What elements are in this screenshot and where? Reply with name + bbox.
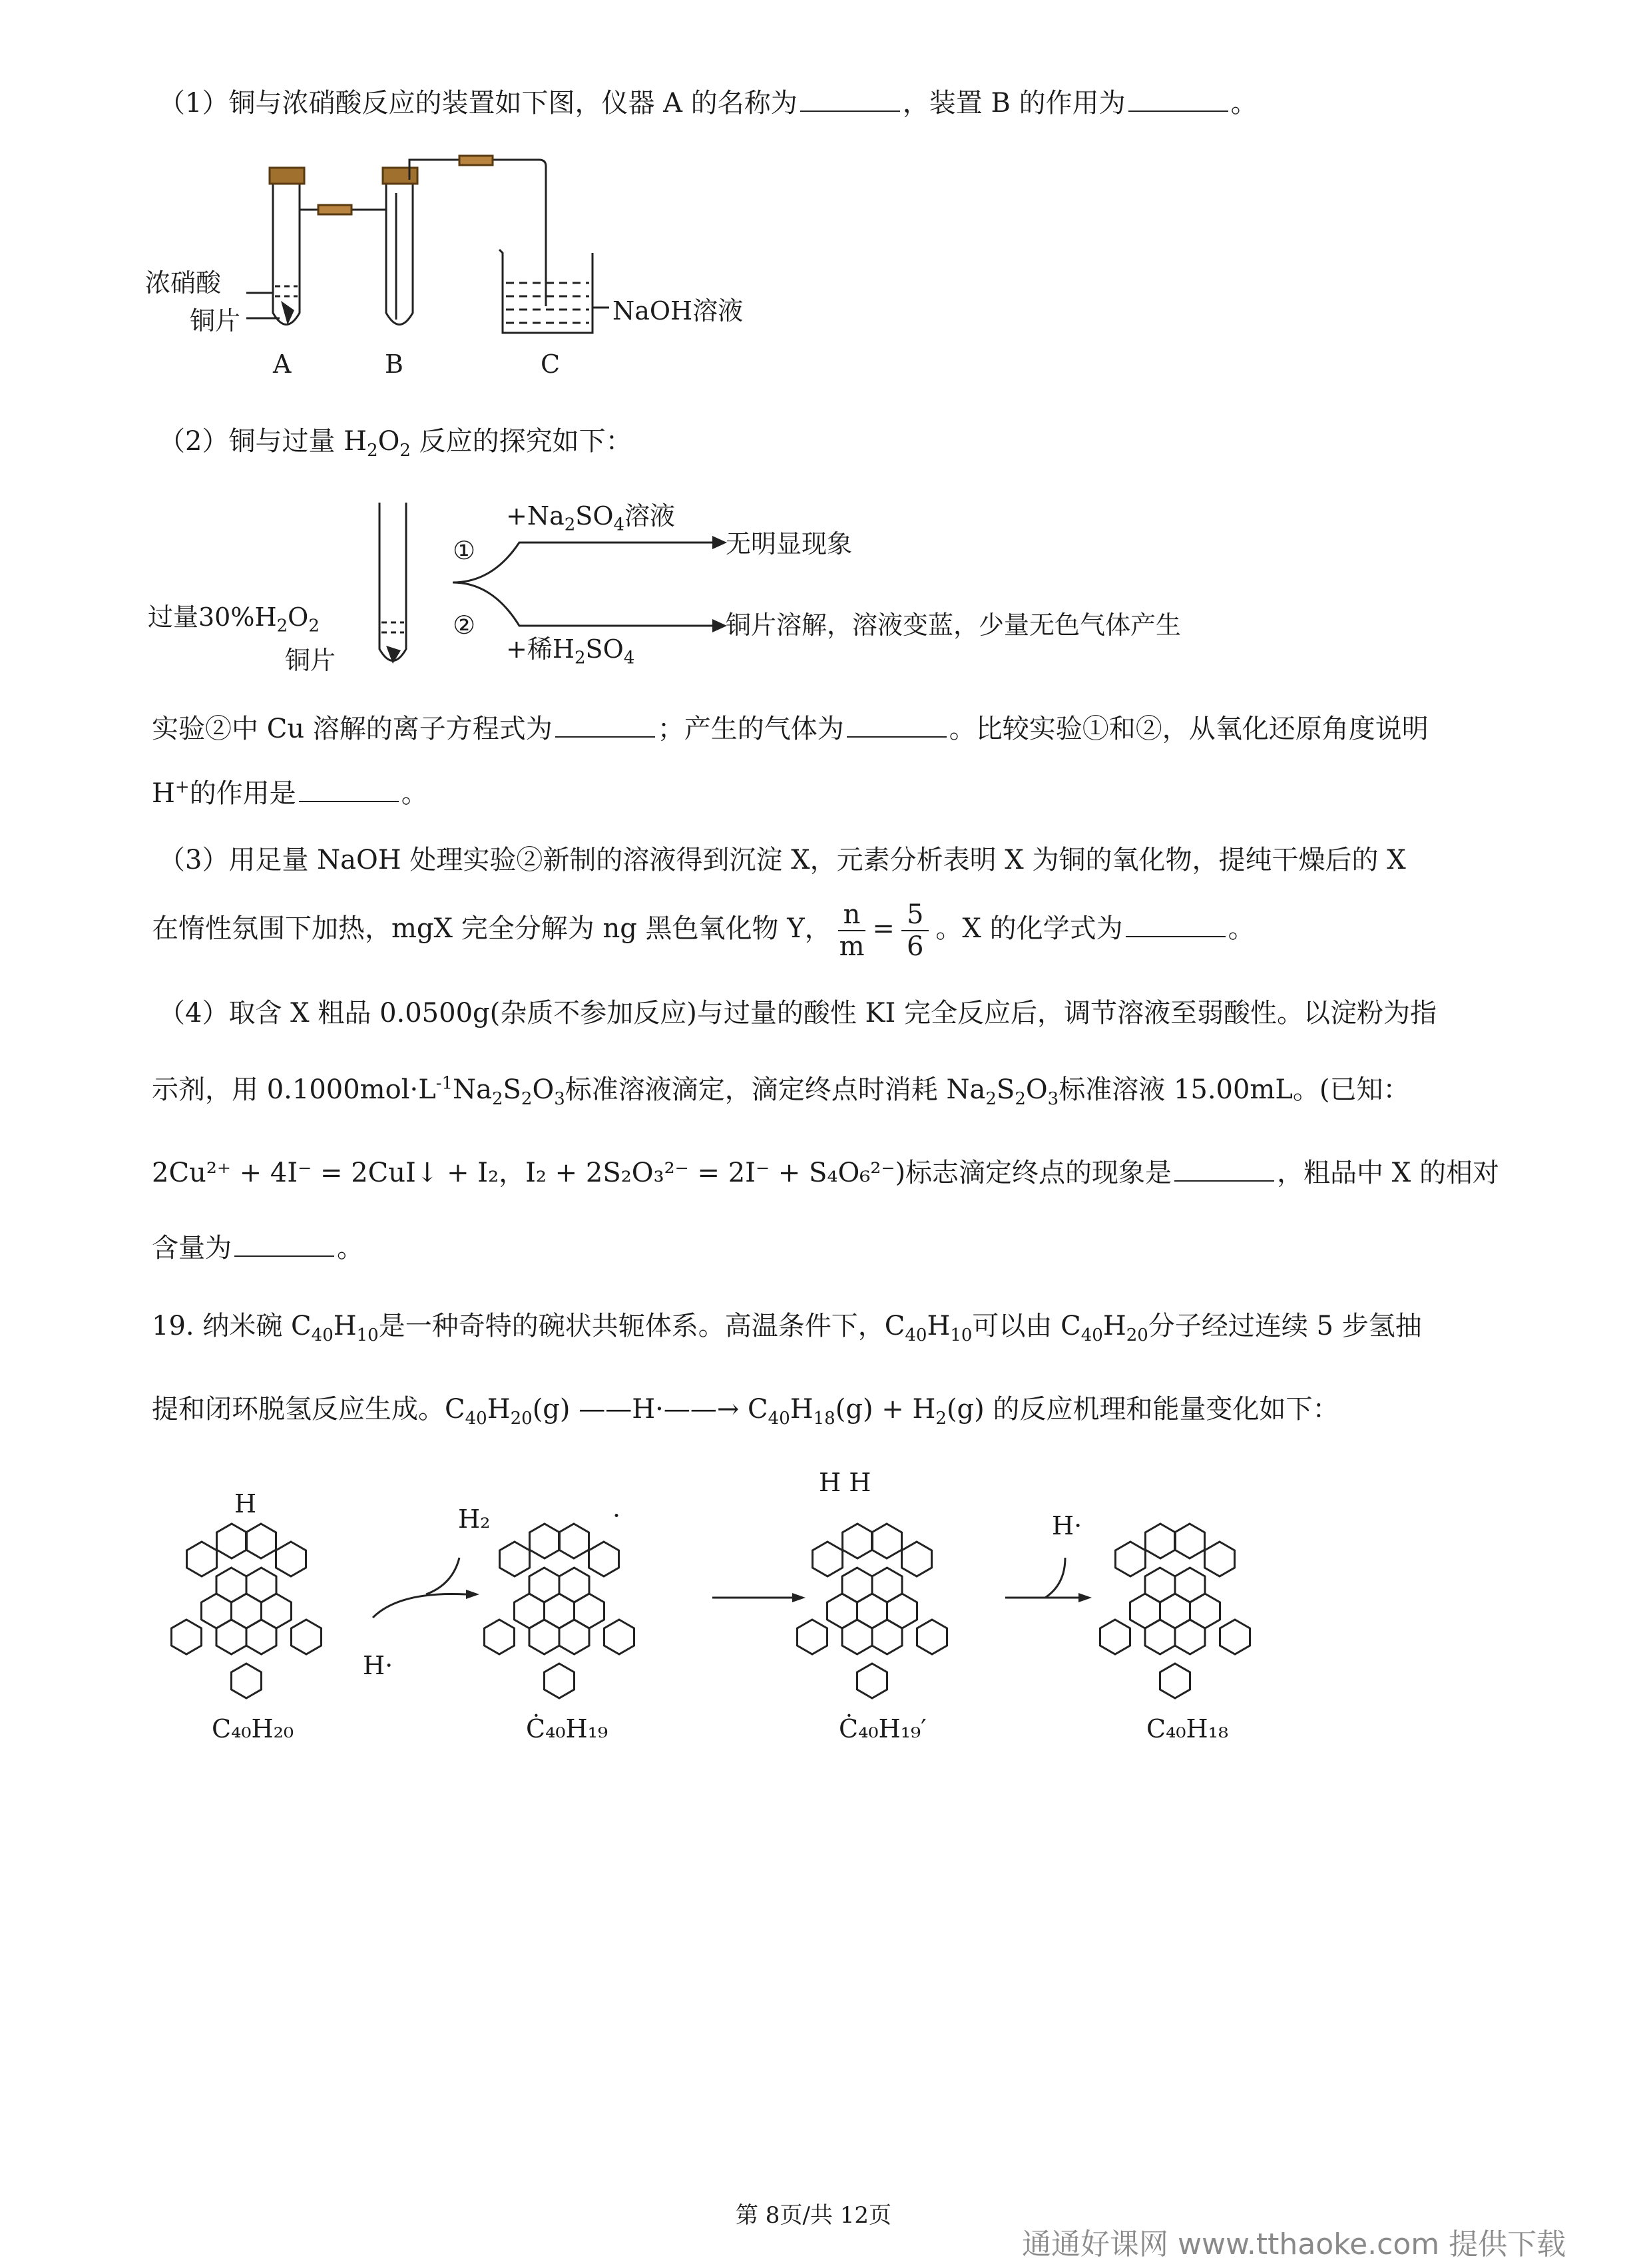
circle-1: ① [453,536,476,565]
mech-h-top: H [234,1489,257,1518]
reagent-dilute-h2so4: +稀$H_2SO_4$ [506,634,635,668]
molecule-c40h19 [485,1524,634,1698]
mech-h-radical-2: H· [1052,1511,1082,1540]
circle-2: ② [453,610,476,640]
label-copper-sheet: 铜片 [190,306,241,336]
answer-blank[interactable] [299,778,399,802]
label-c40h20: C₄₀H₂₀ [212,1714,294,1743]
molecule-c40h19-prime [798,1524,947,1698]
mechanism-figure [146,1484,1318,1771]
q18-part2-line: （2）铜与过量 $H_2O_2$ 反应的探究如下： [158,426,632,461]
answer-blank[interactable] [800,88,900,112]
answer-blank[interactable] [1126,913,1226,937]
mech-h-radical-1: H· [363,1651,393,1680]
mech-hh: H H [819,1468,871,1497]
label-b: B [385,349,403,379]
label-naoh-solution: NaOH溶液 [612,296,744,326]
apparatus-figure [140,153,766,379]
answer-blank[interactable] [1174,1158,1274,1182]
answer-blank[interactable] [234,1233,334,1257]
fraction-5-over-6: $\frac{5}{6}$ [901,899,929,962]
q18-part2-question-cont: H+的作用是 。 [152,777,428,809]
q18-part4-line4: 含量为 。 [152,1233,363,1263]
fraction-n-over-m: $\frac{n}{m}$ [839,899,865,962]
result-no-change: 无明显现象 [726,529,853,559]
label-c40h18: C₄₀H₁₈ [1146,1714,1229,1743]
mech-h2: H₂ [458,1504,491,1534]
label-h2o2: 过量$30\%H_2O_2$ [148,602,320,636]
molecule-c40h18 [1100,1524,1250,1698]
answer-blank[interactable] [555,714,655,738]
answer-blank[interactable] [847,714,947,738]
q18-part4-line2: 示剂，用 $0.1000mol\cdot L^{-1}Na_2S_2O_3$标准溶液滴定，滴定终点时消耗 $Na_2S_2O_3$标准溶液 15.00mL。(已知： [152,1073,1410,1109]
q18-part2-question: 实验②中 Cu 溶解的离子方程式为 ；产生的气体为 。比较实验①和②，从氧化还原角度说明 [152,714,1429,744]
q18-part3-line2: 在惰性氛围下加热，mgX 完全分解为 ng 黑色氧化物 Y， $\frac{n}{m}$ = $\frac{5}{6}$ 。X 的化学式为 。 [152,899,1255,962]
label-c: C [541,349,561,379]
label-c40h19: Ċ₄₀H₁₉ [526,1714,608,1743]
watermark: 通通好课网 www.tthaoke.com 提供下载 [1022,2227,1566,2261]
q18-part1-line: （1）铜与浓硝酸反应的装置如下图，仪器 A 的名称为 ，装置 B 的作用为 。 [158,88,1258,118]
label-a: A [273,349,292,379]
label-copper-sheet-2: 铜片 [285,646,336,675]
page-number: 第 8页/共 12页 [736,2202,891,2229]
label-c40h19-prime: Ċ₄₀H₁₉′ [839,1714,927,1743]
answer-blank[interactable] [1128,88,1228,112]
q18-part4-line1: （4）取含 X 粗品 0.0500g(杂质不参加反应)与过量的酸性 KI 完全反应后，调节溶液至弱酸性。以淀粉为指 [158,998,1437,1028]
q18-part4-line3: 2Cu²⁺ + 4I⁻ = 2CuI↓ + I₂，I₂ + 2S₂O₃²⁻ = 2I⁻ + S₄O₆²⁻)标志滴定终点的现象是 ，粗品中 X 的相对 [152,1158,1499,1188]
q19-line1: 19. 纳米碗 $C_{40}H_{10}$是一种奇特的碗状共轭体系。高温条件下，$C_{40}H_{10}$可以由 $C_{40}H_{20}$分子经过连续 5 步氢抽 [152,1311,1422,1345]
molecule-c40h20 [172,1524,322,1698]
result-copper-dissolves: 铜片溶解，溶液变蓝，少量无色气体产生 [726,610,1182,640]
label-conc-nitric-acid: 浓硝酸 [145,268,222,298]
q19-line2: 提和闭环脱氢反应生成。$C_{40}H_{20}(g)$ ——H·——→ $C_{40}H_{18}(g) + H_2(g)$ 的反应机理和能量变化如下： [152,1394,1339,1429]
q18-part3-line1: （3）用足量 NaOH 处理实验②新制的溶液得到沉淀 X，元素分析表明 X 为铜的氧化物，提纯干燥后的 X [158,845,1406,875]
q18-p1-text-a: （1）铜与浓硝酸反应的装置如下图，仪器 A 的名称为 [158,88,798,118]
q18-p1-text-b: ，装置 B 的作用为 [902,88,1126,118]
reagent-na2so4: $+Na_2SO_4$溶液 [506,501,676,535]
mech-radical-dot: · [612,1501,621,1530]
